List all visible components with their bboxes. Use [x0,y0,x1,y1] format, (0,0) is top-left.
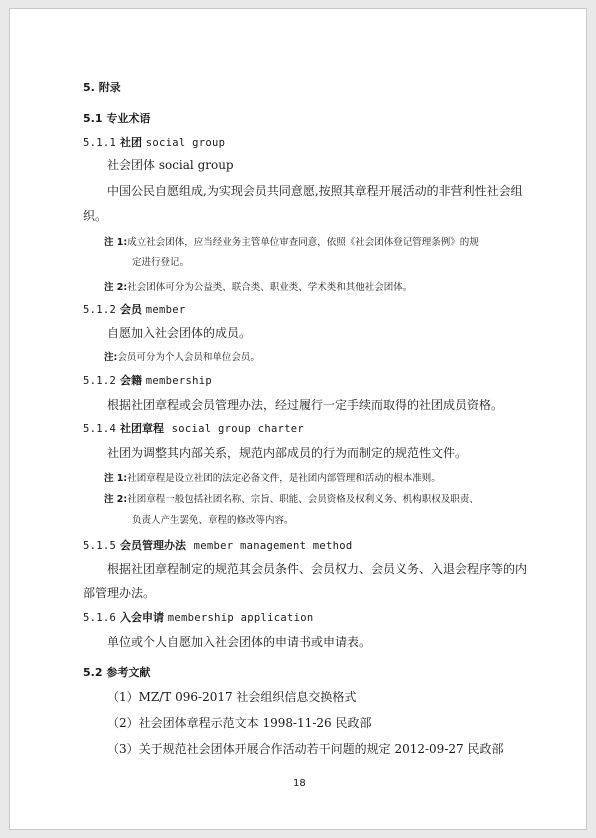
page-number: 18 [293,778,306,789]
term-definition: 自愿加入社会团体的成员。 [107,326,252,340]
note-1-cont: 定进行登记。 [132,257,190,268]
term-definition: 中国公民自愿组成,为实现会员共同意愿,按照其章程开展活动的非营利性社会组 [107,184,523,198]
term-heading-membership-application: 5.1.6 入会申请 membership application [83,611,314,624]
document-page [9,8,587,830]
term-heading-social-group: 5.1.1 社团 social group [83,136,226,149]
section-5-2-heading: 5.2 参考文献 [83,666,151,679]
reference-item: （2）社会团体章程示范文本 1998-11-26 民政部 [107,716,372,730]
note-1: 注 1:社团章程是设立社团的法定必备文件，是社团内部管理和活动的根本准则。 [104,473,441,484]
term-definition-cont: 部管理办法。 [83,586,156,600]
term-heading-member: 5.1.2 会员 member [83,303,186,316]
term-heading-membership: 5.1.2 会籍 membership [83,374,213,387]
note: 注:会员可分为个人会员和单位会员。 [104,352,260,363]
reference-item: （3）关于规范社会团体开展合作活动若干问题的规定 2012-09-27 民政部 [107,742,504,756]
term-definition: 社团为调整其内部关系，规范内部成员的行为而制定的规范性文件。 [107,446,468,460]
term-alias: 社会团体 social group [107,158,234,172]
term-definition: 根据社团章程或会员管理办法，经过履行一定手续而取得的社团成员资格。 [107,398,504,412]
note-2: 注 2:社团章程一般包括社团名称、宗旨、职能、会员资格及权利义务、机构职权及职责、 [104,494,479,505]
reference-item: （1）MZ/T 096-2017 社会组织信息交换格式 [107,690,357,704]
section-5-heading: 5. 附录 [83,81,121,94]
section-5-1-heading: 5.1 专业术语 [83,112,151,125]
term-heading-member-management: 5.1.5 会员管理办法 member management method [83,539,353,552]
note-2: 注 2:社会团体可分为公益类、联合类、职业类、学术类和其他社会团体。 [104,282,413,293]
term-definition-cont: 织。 [83,209,108,223]
term-heading-charter: 5.1.4 社团章程 social group charter [83,422,305,435]
note-2-cont: 负责人产生罢免、章程的修改等内容。 [132,515,294,526]
note-1: 注 1:成立社会团体，应当经业务主管单位审查同意，依照《社会团体登记管理条例》的规 [104,237,479,248]
term-definition: 单位或个人自愿加入社会团体的申请书或申请表。 [107,635,372,649]
term-definition: 根据社团章程制定的规范其会员条件、会员权力、会员义务、入退会程序等的内 [107,562,528,576]
